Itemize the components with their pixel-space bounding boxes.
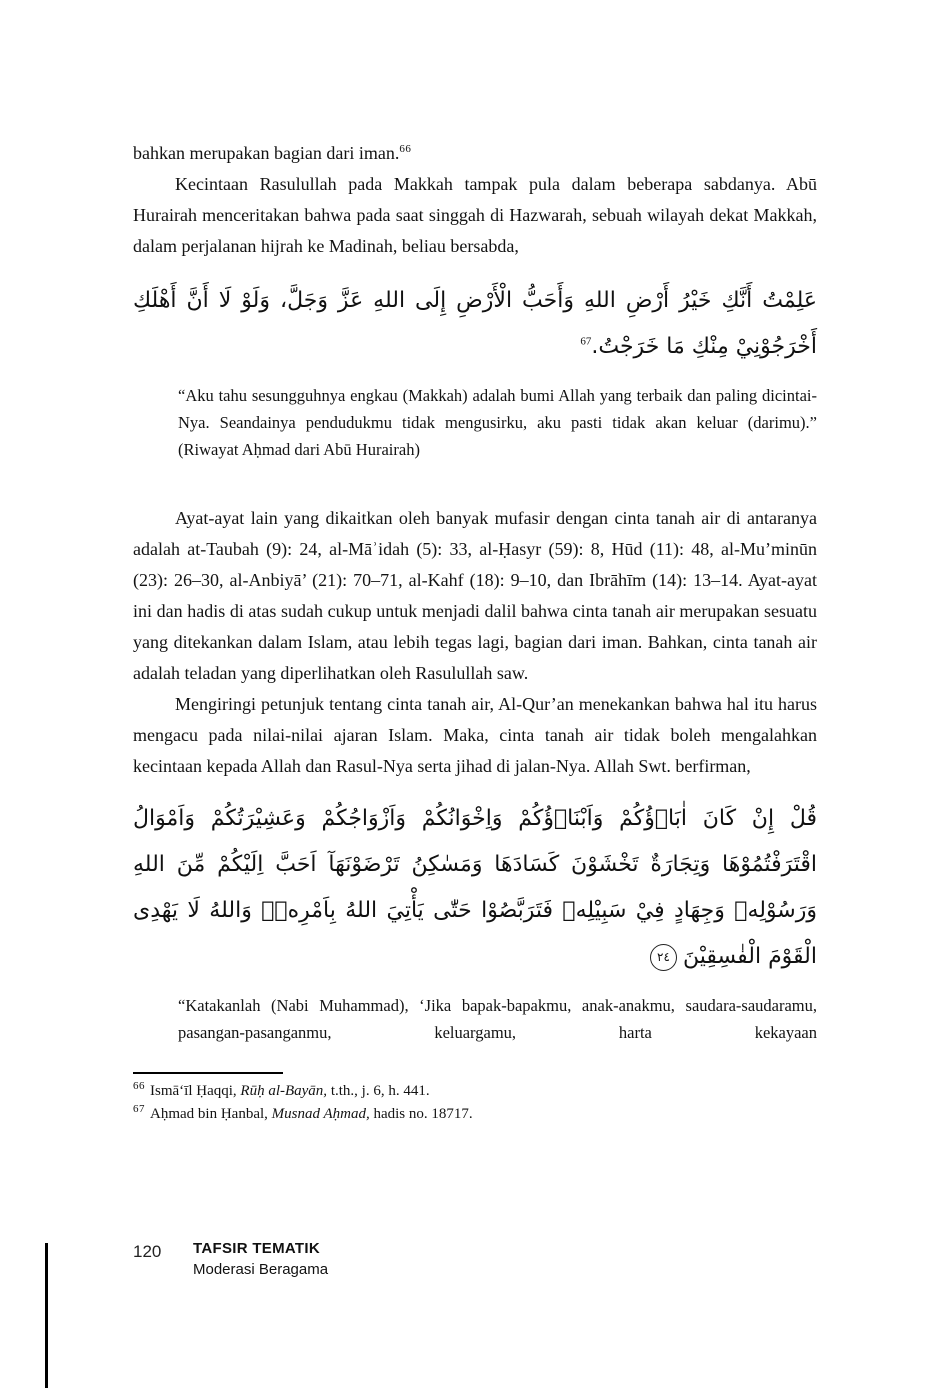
paragraph-continuation-text: bahkan merupakan bagian dari iman. <box>133 143 400 163</box>
paragraph-continuation <box>133 138 817 169</box>
footer-titles <box>193 1240 328 1278</box>
hadith-translation-quote: “Aku tahu sesungguhnya engkau (Makkah) adalah bumi Allah yang terbaik dan paling dicintai-Nya. Seandainya pendudukmu tidak mengusirku, aku pasti tidak akan keluar (darimu).” (Riwayat Aḥmad dari Abū Hurairah) <box>178 386 817 459</box>
series-title: TAFSIR TEMATIK <box>193 1240 320 1257</box>
footer-vertical-rule <box>45 1243 48 1388</box>
verse-translation-quote: “Katakanlah (Nabi Muhammad), ‘Jika bapak-bapakmu, anak-anakmu, saudara-saudaramu, pasangan-pasanganmu, keluargamu, harta kekayaan <box>178 996 817 1042</box>
footnote-separator <box>133 1072 283 1074</box>
paragraph-ayat-ayat-lain: Ayat-ayat lain yang dikaitkan oleh banyak mufasir dengan cinta tanah air di antaranya adalah at-Taubah (9): 24, al-Māʾidah (5): 33, al-Ḥasyr (59): 8, Hūd (11): 48, al-Mu’minūn (23): 26–30, al-Anbiyā’ (21): 70–71, al-Kahf (18): 9–10, dan Ibrāhīm (14): 13–14. Ayat-ayat ini dan hadis di atas sudah cukup untuk menjadi dalil bahwa cinta tanah air merupakan sesuatu yang ditekankan dalam Islam, atau lebih tegas lagi, bagian dari iman. Bahkan, cinta tanah air adalah teladan yang diperlihatkan oleh Rasulullah saw. <box>133 508 817 683</box>
paragraph-kecintaan: Kecintaan Rasulullah pada Makkah tampak pula dalam beberapa sabdanya. Abū Hurairah menceritakan bahwa pada saat singgah di Hazwarah, sebuah wilayah dekat Makkah, dalam perjalanan hijrah ke Madinah, beliau bersabda, <box>133 174 817 256</box>
footnote-66-text-after: t.th., j. 6, h. 441. <box>327 1083 430 1099</box>
footnote-67-text-before: Aḥmad bin Ḥanbal, <box>150 1106 272 1122</box>
footnote-67 <box>133 1103 817 1126</box>
footnote-66-marker: 66 <box>133 1080 145 1092</box>
footnote-ref-67: 67 <box>580 335 592 348</box>
arabic-verse-block <box>133 796 817 980</box>
arabic-hadith-block <box>133 278 817 370</box>
paragraph-mengiringi: Mengiringi petunjuk tentang cinta tanah air, Al-Qur’an menekankan bahwa hal itu harus mengacu pada nilai-nilai ajaran Islam. Maka, cinta tanah air tidak boleh mengalahkan kecintaan kepada Allah dan Rasul-Nya serta jihad di jalan-Nya. Allah Swt. berfirman, <box>133 694 817 776</box>
footnotes-section <box>133 1080 817 1126</box>
footnote-ref-66: 66 <box>399 143 412 155</box>
footnote-67-marker: 67 <box>133 1103 145 1115</box>
page-content <box>133 138 817 1126</box>
arabic-verse-text: قُلْ إِنْ كَانَ اٰبَاۤؤُكُمْ وَاَبْنَاۤؤُكُمْ وَاِخْوَانُكُمْ وَاَزْوَاجُكُمْ وَعَشِيْرَتُكُمْ وَاَمْوَالُ اقْتَرَفْتُمُوْهَا وَتِجَارَةٌ تَخْشَوْنَ كَسَادَهَا وَمَسٰكِنُ تَرْضَوْنَهَآ اَحَبَّ اِلَيْكُمْ مِّنَ اللهِ وَرَسُوْلِهٖ وَجِهَادٍ فِيْ سَبِيْلِهٖ فَتَرَبَّصُوْا حَتّٰى يَأْتِيَ اللهُ بِاَمْرِهٖۗ وَاللهُ لَا يَهْدِى الْقَوْمَ الْفٰسِقِيْنَ <box>133 806 817 969</box>
page-number: 120 <box>133 1242 162 1261</box>
footnote-67-book-title: Musnad Aḥmad, <box>271 1106 370 1122</box>
ayah-number-marker: ٢٤ <box>650 944 677 971</box>
series-subtitle: Moderasi Beragama <box>193 1261 329 1278</box>
footnote-66-book-title: Rūḥ al-Bayān, <box>240 1083 328 1099</box>
footnote-67-text-after: hadis no. 18717. <box>369 1106 473 1122</box>
arabic-hadith-text: عَلِمْتُ أَنَّكِ خَيْرُ أَرْضِ اللهِ وَأَحَبُّ الْأَرْضِ إِلَى اللهِ عَزَّ وَجَلَّ، وَلَوْ لَا أَنَّ أَهْلَكِ أَخْرَجُوْنِيْ مِنْكِ مَا خَرَجْتُ. <box>133 288 817 359</box>
footnote-66 <box>133 1080 817 1103</box>
footnote-66-text-before: Ismā‘īl Ḥaqqi, <box>150 1083 241 1099</box>
